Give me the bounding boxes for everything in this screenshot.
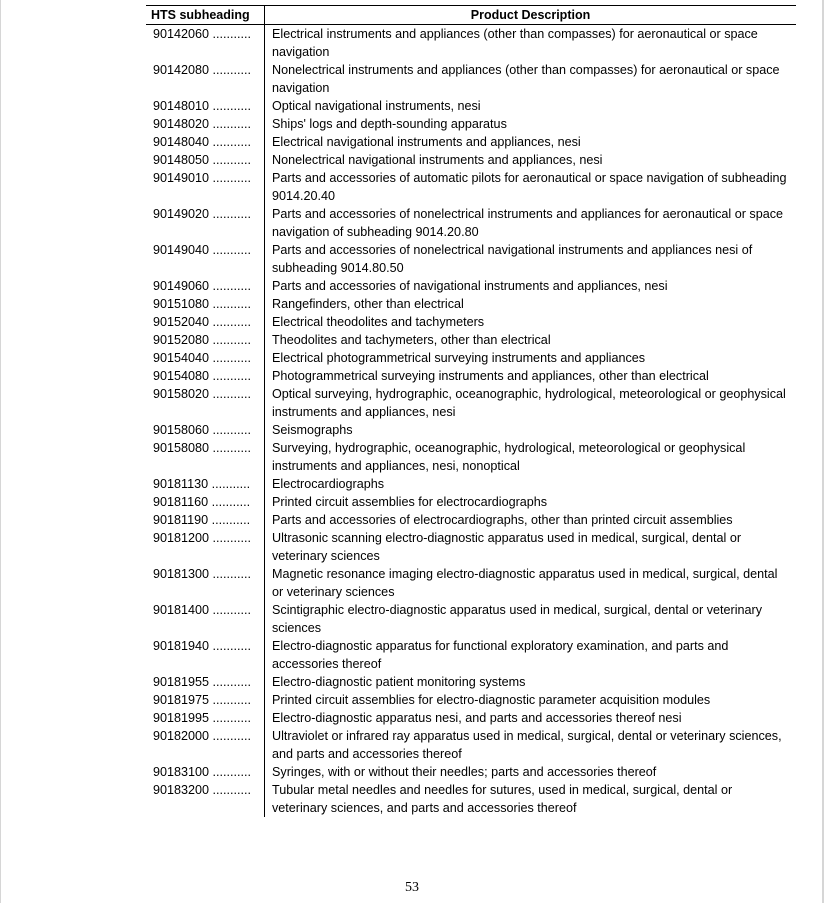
table-row xyxy=(146,511,796,529)
product-description-cell: Rangefinders, other than electrical xyxy=(272,297,464,311)
table-row xyxy=(146,277,796,295)
product-description-cell: Scintigraphic electro-diagnostic apparatus used in medical, surgical, dental or veterinary sciences xyxy=(272,603,763,635)
hts-code-cell: 90158080 ........... xyxy=(153,441,252,455)
product-description-cell: Optical surveying, hydrographic, oceanographic, hydrological, meteorological or geophysical instruments and appliances, nesi xyxy=(272,387,786,419)
hts-code-cell: 90181130 ........... xyxy=(153,477,251,491)
hts-code-cell: 90152080 ........... xyxy=(153,333,252,347)
product-description-cell: Nonelectrical instruments and appliances (other than compasses) for aeronautical or space navigation xyxy=(272,63,780,95)
product-description-cell: Printed circuit assemblies for electrocardiographs xyxy=(272,495,548,509)
table-row xyxy=(146,97,796,115)
table-row xyxy=(146,637,796,673)
product-description-cell: Syringes, with or without their needles; parts and accessories thereof xyxy=(272,765,657,779)
table-row xyxy=(146,709,796,727)
product-description-cell: Printed circuit assemblies for electro-diagnostic parameter acquisition modules xyxy=(272,693,711,707)
hts-code-cell: 90181160 ........... xyxy=(153,495,251,509)
table-row xyxy=(146,601,796,637)
hts-code-cell: 90181975 ........... xyxy=(153,693,252,707)
table-row xyxy=(146,133,796,151)
table-row xyxy=(146,493,796,511)
table-row xyxy=(146,115,796,133)
hts-code-cell: 90181300 ........... xyxy=(153,567,252,581)
product-description-cell: Electrical photogrammetrical surveying instruments and appliances xyxy=(272,351,646,365)
hts-code-cell: 90151080 ........... xyxy=(153,297,252,311)
hts-code-cell: 90149060 ........... xyxy=(153,279,252,293)
page-number: 53 xyxy=(405,880,419,895)
hts-code-cell: 90142080 ........... xyxy=(153,63,252,77)
hts-code-cell: 90148040 ........... xyxy=(153,135,252,149)
table-row xyxy=(146,61,796,97)
table-row xyxy=(146,439,796,475)
hts-code-cell: 90181955 ........... xyxy=(153,675,252,689)
hts-code-cell: 90181940 ........... xyxy=(153,639,252,653)
product-description-cell: Nonelectrical navigational instruments and appliances, nesi xyxy=(272,153,603,167)
hts-code-cell: 90183200 ........... xyxy=(153,783,252,797)
hts-code-cell: 90152040 ........... xyxy=(153,315,252,329)
table-row xyxy=(146,421,796,439)
product-description-cell: Theodolites and tachymeters, other than electrical xyxy=(272,333,551,347)
table-row xyxy=(146,25,796,61)
table-row xyxy=(146,205,796,241)
hts-code-cell: 90182000 ........... xyxy=(153,729,252,743)
product-description-cell: Parts and accessories of electrocardiographs, other than printed circuit assemblies xyxy=(272,513,733,527)
hts-code-cell: 90148020 ........... xyxy=(153,117,252,131)
product-description-cell: Parts and accessories of navigational instruments and appliances, nesi xyxy=(272,279,668,293)
header-product-description: Product Description xyxy=(264,6,796,24)
product-description-cell: Ships' logs and depth-sounding apparatus xyxy=(272,117,507,131)
table-row xyxy=(146,781,796,817)
hts-code-cell: 90181400 ........... xyxy=(153,603,252,617)
table-row xyxy=(146,691,796,709)
product-description-cell: Electro-diagnostic patient monitoring systems xyxy=(272,675,526,689)
product-description-cell: Electrical navigational instruments and appliances, nesi xyxy=(272,135,581,149)
product-description-cell: Magnetic resonance imaging electro-diagnostic apparatus used in medical, surgical, dental or veterinary sciences xyxy=(272,567,778,599)
table-row xyxy=(146,475,796,493)
table-row xyxy=(146,673,796,691)
product-description-cell: Optical navigational instruments, nesi xyxy=(272,99,481,113)
hts-code-cell: 90181995 ........... xyxy=(153,711,252,725)
product-description-cell: Seismographs xyxy=(272,423,353,437)
hts-code-cell: 90154040 ........... xyxy=(153,351,252,365)
table-row xyxy=(146,727,796,763)
hts-code-cell: 90149010 ........... xyxy=(153,171,252,185)
header-hts-subheading: HTS subheading xyxy=(151,8,250,22)
table-body xyxy=(146,25,796,817)
product-description-cell: Electrocardiographs xyxy=(272,477,385,491)
product-description-cell: Electro-diagnostic apparatus nesi, and parts and accessories thereof nesi xyxy=(272,711,682,725)
hts-code-cell: 90148050 ........... xyxy=(153,153,252,167)
table-row xyxy=(146,565,796,601)
hts-code-cell: 90148010 ........... xyxy=(153,99,252,113)
product-description-cell: Electro-diagnostic apparatus for functional exploratory examination, and parts and accessories thereof xyxy=(272,639,729,671)
hts-code-cell: 90158060 ........... xyxy=(153,423,252,437)
table-row xyxy=(146,367,796,385)
product-description-cell: Electrical instruments and appliances (other than compasses) for aeronautical or space navigation xyxy=(272,27,758,59)
product-description-cell: Electrical theodolites and tachymeters xyxy=(272,315,485,329)
hts-code-cell: 90183100 ........... xyxy=(153,765,252,779)
product-description-cell: Parts and accessories of automatic pilots for aeronautical or space navigation of subheading 9014.20.40 xyxy=(272,171,787,203)
hts-code-cell: 90154080 ........... xyxy=(153,369,252,383)
page-edge-left xyxy=(0,0,1,903)
hts-table xyxy=(146,5,796,817)
table-row xyxy=(146,763,796,781)
hts-code-cell: 90181190 ........... xyxy=(153,513,251,527)
product-description-cell: Parts and accessories of nonelectrical navigational instruments and appliances nesi of subheading 9014.80.50 xyxy=(272,243,753,275)
table-row xyxy=(146,529,796,565)
table-row xyxy=(146,169,796,205)
hts-code-cell: 90149020 ........... xyxy=(153,207,252,221)
table-row xyxy=(146,241,796,277)
hts-code-cell: 90142060 ........... xyxy=(153,27,252,41)
product-description-cell: Ultrasonic scanning electro-diagnostic apparatus used in medical, surgical, dental or veterinary sciences xyxy=(272,531,742,563)
hts-code-cell: 90149040 ........... xyxy=(153,243,252,257)
product-description-cell: Parts and accessories of nonelectrical instruments and appliances for aeronautical or space navigation of subheading 9014.20.80 xyxy=(272,207,784,239)
table-header xyxy=(146,5,796,25)
product-description-cell: Ultraviolet or infrared ray apparatus used in medical, surgical, dental or veterinary sciences, and parts and accessories thereof xyxy=(272,729,782,761)
product-description-cell: Surveying, hydrographic, oceanographic, hydrological, meteorological or geophysical instruments and appliances, nesi, nonoptical xyxy=(272,441,746,473)
table-row xyxy=(146,295,796,313)
hts-code-cell: 90181200 ........... xyxy=(153,531,252,545)
table-row xyxy=(146,151,796,169)
table-row xyxy=(146,331,796,349)
table-row xyxy=(146,385,796,421)
hts-code-cell: 90158020 ........... xyxy=(153,387,252,401)
product-description-cell: Tubular metal needles and needles for sutures, used in medical, surgical, dental or veterinary sciences, and parts and accessories thereof xyxy=(272,783,733,815)
table-row xyxy=(146,313,796,331)
table-row xyxy=(146,349,796,367)
product-description-cell: Photogrammetrical surveying instruments and appliances, other than electrical xyxy=(272,369,709,383)
